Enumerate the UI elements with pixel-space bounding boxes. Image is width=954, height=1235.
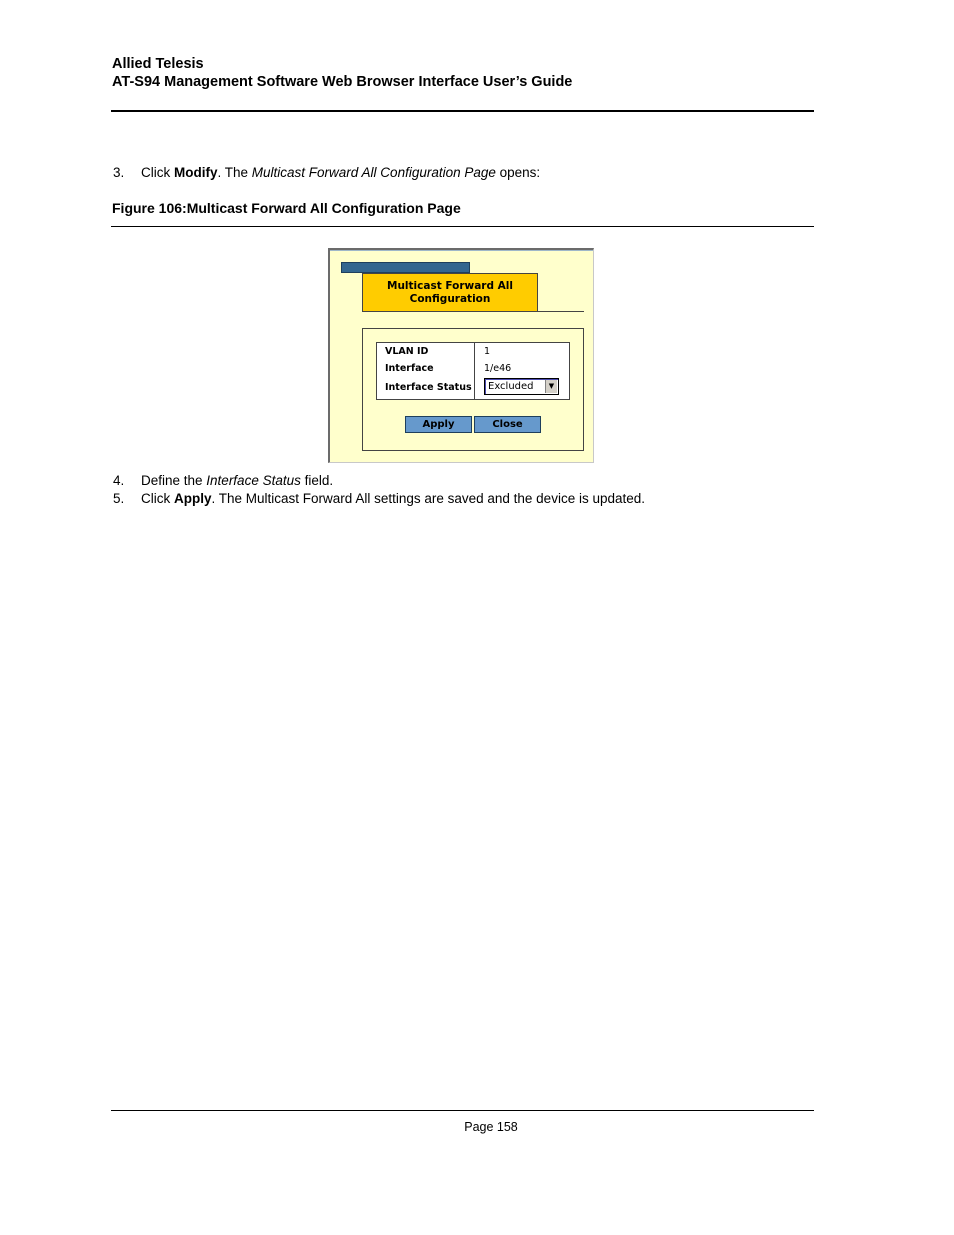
step-number: 4. — [113, 473, 125, 488]
vlan-id-label: VLAN ID — [385, 346, 429, 357]
step-4: 4. Define the Interface Status field. — [113, 473, 334, 488]
chevron-down-icon[interactable]: ▼ — [545, 380, 557, 393]
page-title-line1: Multicast Forward All — [387, 280, 513, 292]
modify-term: Modify — [174, 165, 218, 180]
page-name-term: Multicast Forward All Configuration Page — [251, 165, 496, 180]
interface-status-label: Interface Status — [385, 382, 472, 393]
interface-status-value: Excluded — [488, 381, 534, 392]
step-number: 3. — [113, 165, 125, 180]
guide-title: AT-S94 Management Software Web Browser Interface User’s Guide — [112, 74, 573, 90]
interface-status-select[interactable] — [484, 378, 559, 395]
page-number: Page 158 — [464, 1120, 518, 1134]
config-form — [362, 328, 584, 451]
vlan-id-value: 1 — [484, 346, 491, 357]
company-name: Allied Telesis — [112, 56, 204, 72]
page-title-tab — [362, 273, 538, 312]
apply-term: Apply — [174, 491, 212, 506]
step-3: 3. Click Modify. The Multicast Forward All Configuration Page opens: — [113, 165, 541, 180]
header-bar — [341, 262, 470, 273]
header-rule — [111, 110, 814, 112]
step-5: 5. Click Apply. The Multicast Forward All settings are saved and the device is updated. — [113, 491, 645, 506]
interface-label: Interface — [385, 363, 434, 374]
config-page-screenshot — [328, 248, 594, 463]
close-button[interactable]: Close — [474, 416, 541, 433]
figure-rule — [111, 226, 814, 227]
field-table — [376, 342, 570, 400]
apply-button[interactable]: Apply — [405, 416, 472, 433]
page-title-line2: Configuration — [409, 293, 491, 305]
footer-rule — [111, 1110, 814, 1111]
figure-caption: Figure 106:Multicast Forward All Configuration Page — [112, 200, 461, 216]
field-name-term: Interface Status — [206, 473, 301, 488]
step-number: 5. — [113, 491, 125, 506]
interface-value: 1/e46 — [484, 363, 512, 374]
document-header — [112, 55, 572, 91]
